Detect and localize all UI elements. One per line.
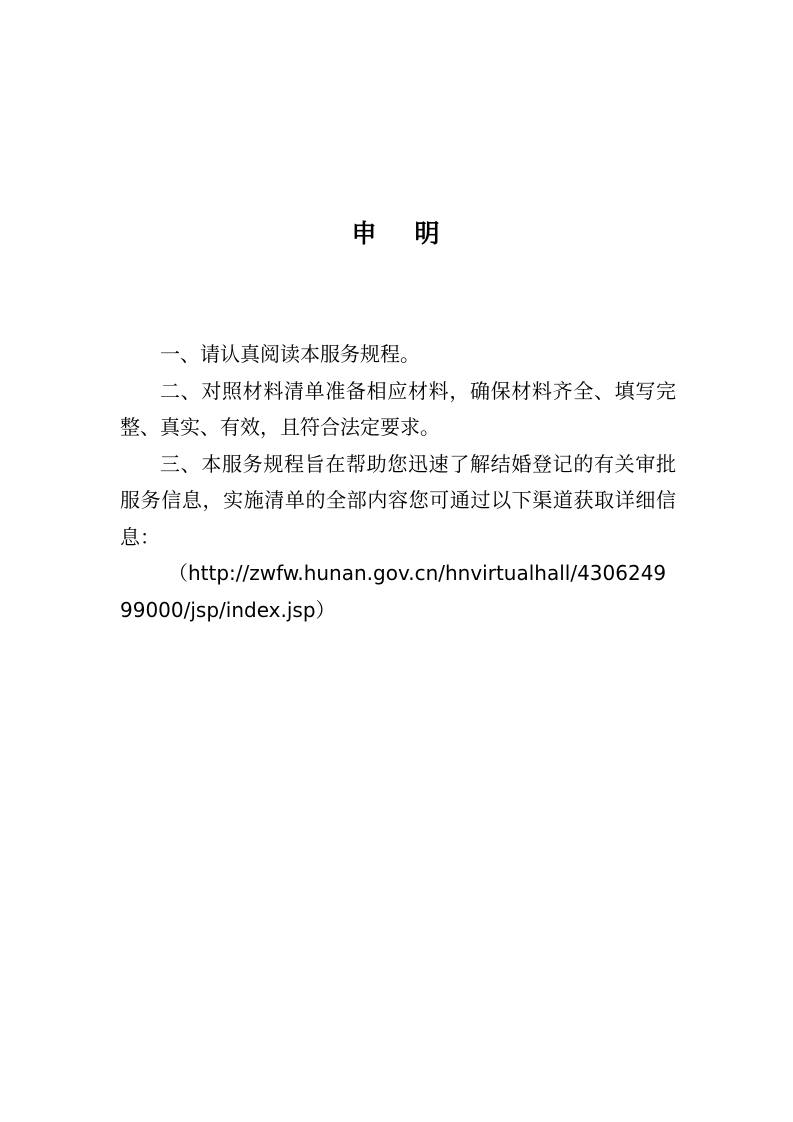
- paragraph-1: 一、请认真阅读本服务规程。: [160, 342, 420, 366]
- declaration-body: [120, 336, 676, 628]
- service-url: （http://zwfw.hunan.gov.cn/hnvirtualhall/430624999000/jsp/index.jsp）: [120, 561, 667, 622]
- page-title: [0, 214, 793, 254]
- paragraph-3: 三、本服务规程旨在帮助您迅速了解结婚登记的有关审批服务信息，实施清单的全部内容您可通过以下渠道获取详细信息：: [120, 451, 676, 549]
- paragraph-2: 二、对照材料清单准备相应材料，确保材料齐全、填写完整、真实、有效，且符合法定要求。: [120, 378, 676, 439]
- title-char-2: 明: [414, 219, 442, 248]
- title-char-1: 申: [351, 219, 379, 248]
